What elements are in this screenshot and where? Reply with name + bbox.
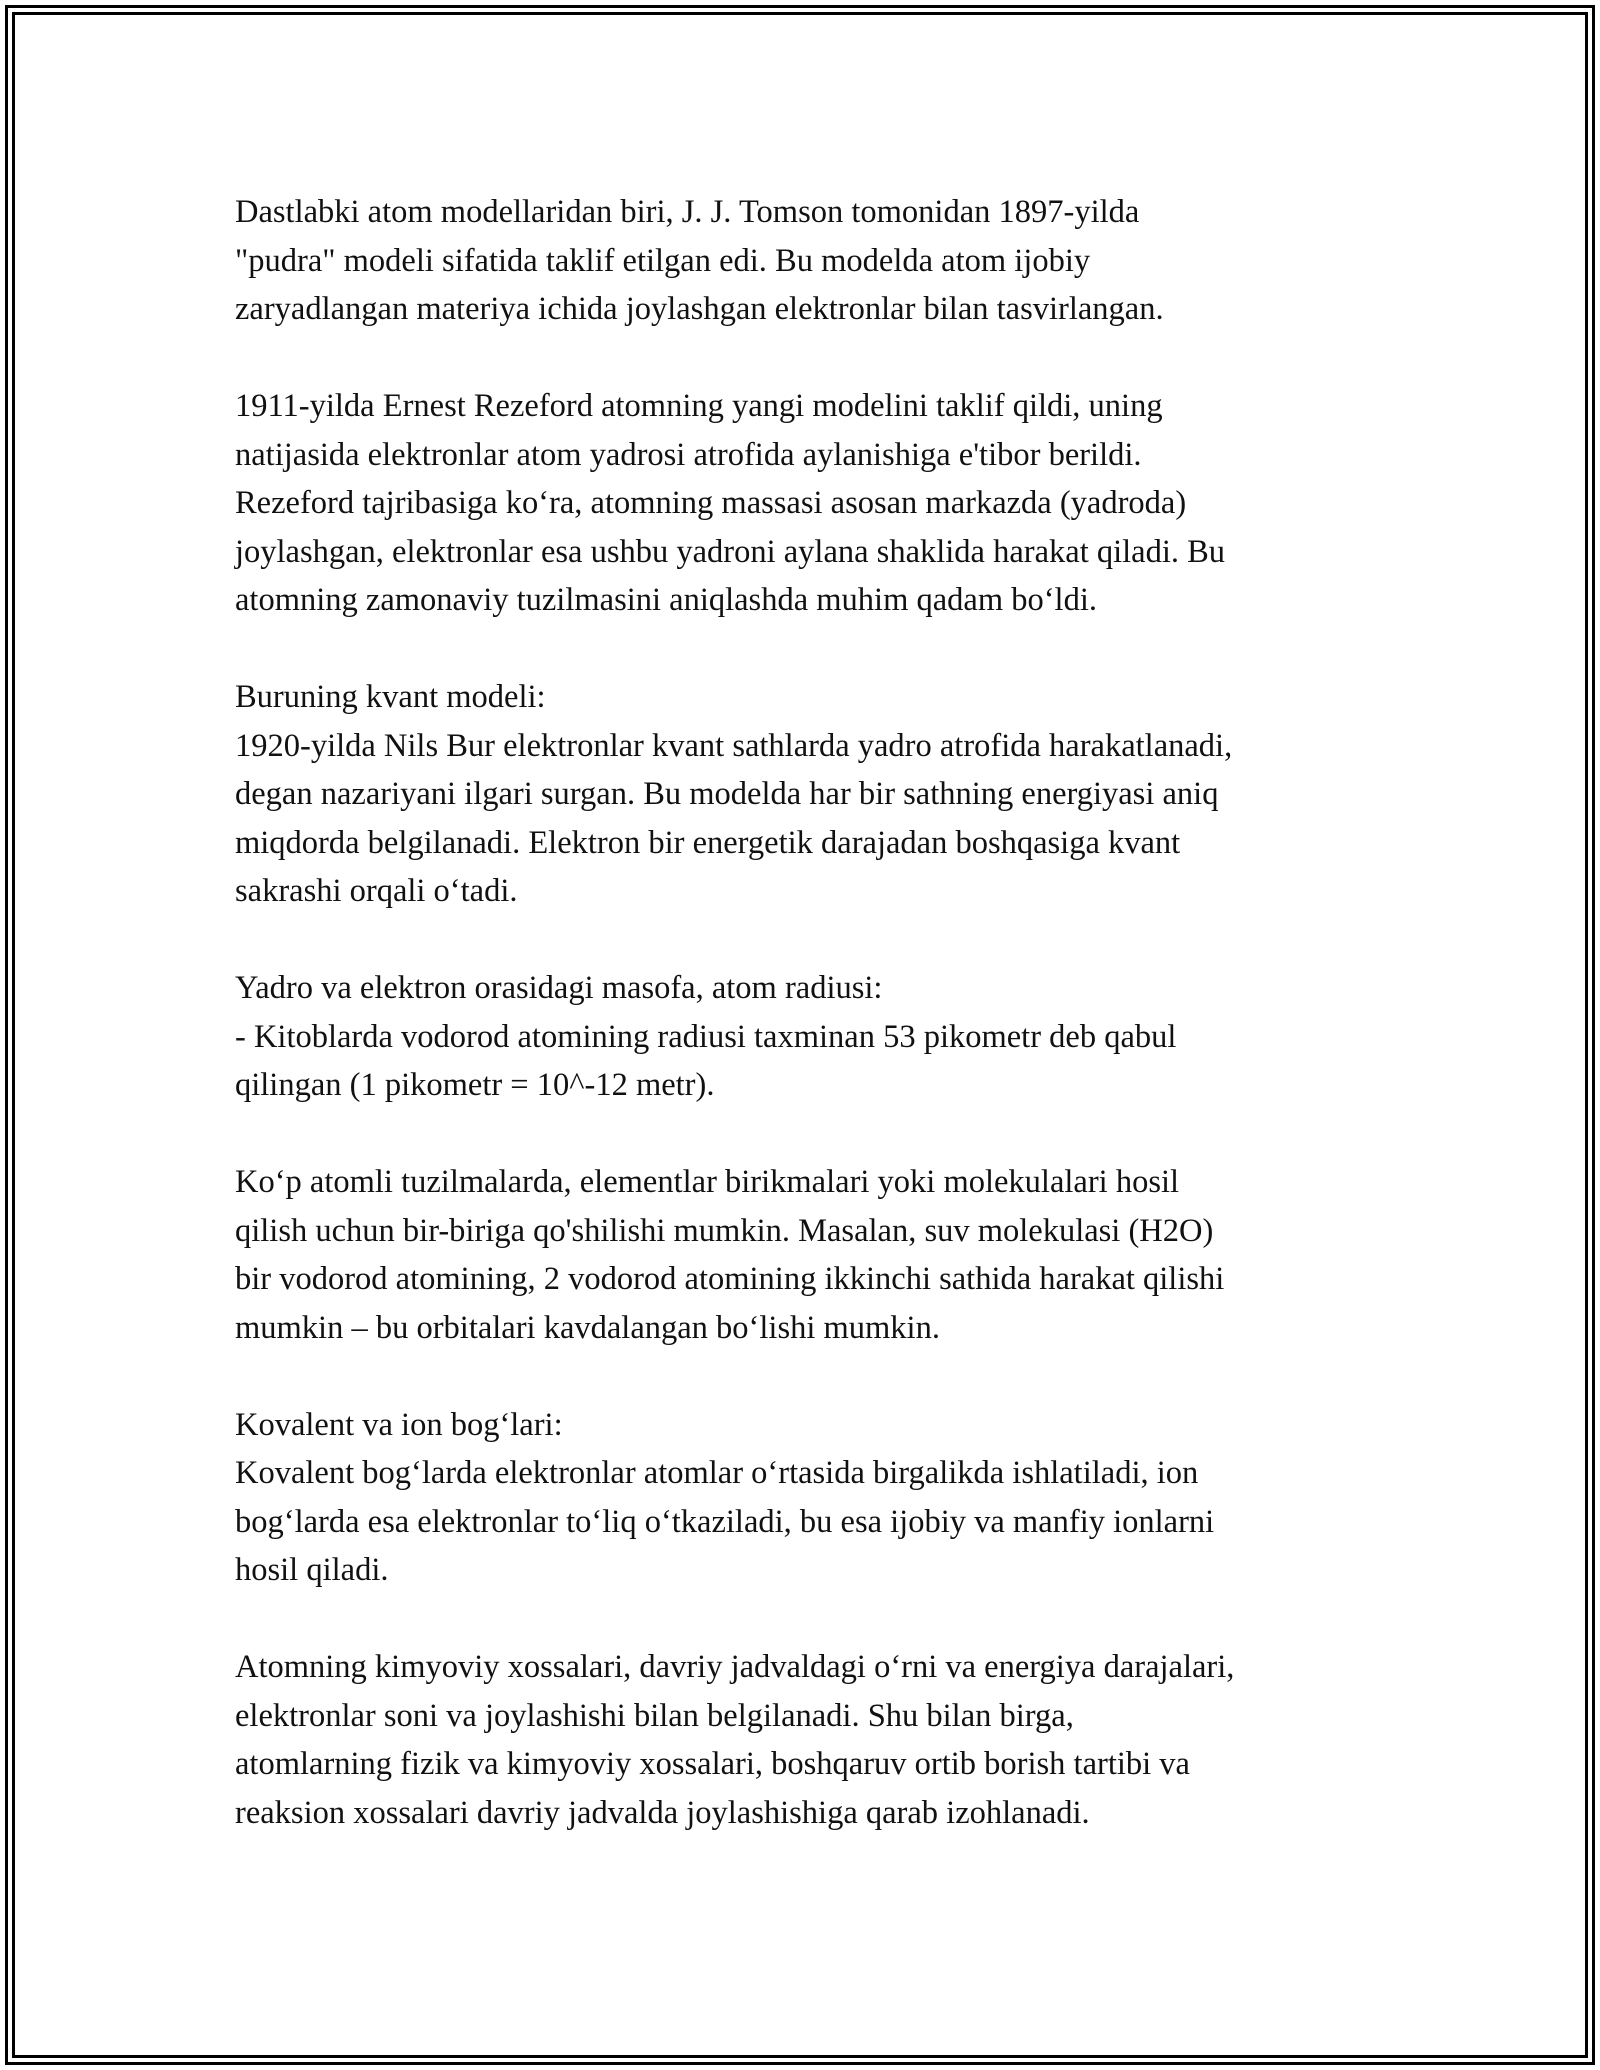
text-line: hosil qiladi.: [235, 1552, 389, 1588]
text-line: - Kitoblarda vodorod atomining radiusi taxminan 53 pikometr deb qabul: [235, 1018, 1177, 1055]
text-line: atomlarning fizik va kimyoviy xossalari, boshqaruv ortib borish tartibi va: [235, 1746, 1190, 1782]
text-line: degan nazariyani ilgari surgan. Bu modelda har bir sathning energiyasi aniq: [235, 776, 1219, 812]
paragraph-atom-radius: [235, 964, 1385, 1110]
text-line: "pudra" modeli sifatida taklif etilgan edi. Bu modelda atom ijobiy: [235, 242, 1091, 279]
text-line: natijasida elektronlar atom yadrosi atrofida aylanishiga e'tibor berildi.: [235, 436, 1142, 473]
text-line: bog‘larda esa elektronlar to‘liq o‘tkaziladi, bu esa ijobiy va manfiy ionlarni: [235, 1503, 1215, 1540]
text-line: zaryadlangan materiya ichida joylashgan elektronlar bilan tasvirlangan.: [235, 291, 1164, 327]
section-heading: Kovalent va ion bog‘lari:: [235, 1406, 563, 1443]
text-line: Kovalent bog‘larda elektronlar atomlar o‘rtasida birgalikda ishlatiladi, ion: [235, 1455, 1199, 1491]
document-body: [235, 188, 1385, 1886]
text-line: qilish uchun bir-biriga qo'shilishi mumkin. Masalan, suv molekulasi (H2O): [235, 1212, 1214, 1249]
paragraph-bonds: [235, 1401, 1385, 1595]
text-line: 1911-yilda Ernest Rezeford atomning yangi modelini taklif qildi, uning: [235, 388, 1163, 424]
text-line: Rezeford tajribasiga ko‘ra, atomning massasi asosan markazda (yadroda): [235, 485, 1187, 521]
text-line: mumkin – bu orbitalari kavdalangan bo‘lishi mumkin.: [235, 1309, 940, 1346]
paragraph-tomson-model: [235, 188, 1385, 334]
text-line: qilingan (1 pikometr = 10^-12 metr).: [235, 1067, 715, 1103]
text-line: atomning zamonaviy tuzilmasini aniqlashda muhim qadam bo‘ldi.: [235, 582, 1097, 618]
text-line: Ko‘p atomli tuzilmalarda, elementlar birikmalari yoki molekulalari hosil: [235, 1164, 1180, 1200]
text-line: elektronlar soni va joylashishi bilan belgilanadi. Shu bilan birga,: [235, 1697, 1074, 1734]
text-line: bir vodorod atomining, 2 vodorod atomining ikkinchi sathida harakat qilishi: [235, 1261, 1225, 1297]
text-line: 1920-yilda Nils Bur elektronlar kvant sathlarda yadro atrofida harakatlanadi,: [235, 727, 1233, 764]
text-line: miqdorda belgilanadi. Elektron bir energetik darajadan boshqasiga kvant: [235, 824, 1181, 861]
section-heading: Yadro va elektron orasidagi masofa, atom radiusi:: [235, 970, 883, 1006]
text-line: reaksion xossalari davriy jadvalda joylashishiga qarab izohlanadi.: [235, 1794, 1090, 1831]
text-line: sakrashi orqali o‘tadi.: [235, 873, 518, 909]
text-line: Atomning kimyoviy xossalari, davriy jadvaldagi o‘rni va energiya darajalari,: [235, 1649, 1235, 1685]
text-line: joylashgan, elektronlar esa ushbu yadroni aylana shaklida harakat qiladi. Bu: [235, 533, 1226, 570]
paragraph-chemical-properties: [235, 1643, 1385, 1837]
paragraph-polyatomic: [235, 1158, 1385, 1352]
text-line: Dastlabki atom modellaridan biri, J. J. Tomson tomonidan 1897-yilda: [235, 194, 1140, 230]
paragraph-bohr-model: [235, 673, 1385, 916]
section-heading: Buruning kvant modeli:: [235, 679, 546, 715]
paragraph-rutherford-model: [235, 382, 1385, 625]
